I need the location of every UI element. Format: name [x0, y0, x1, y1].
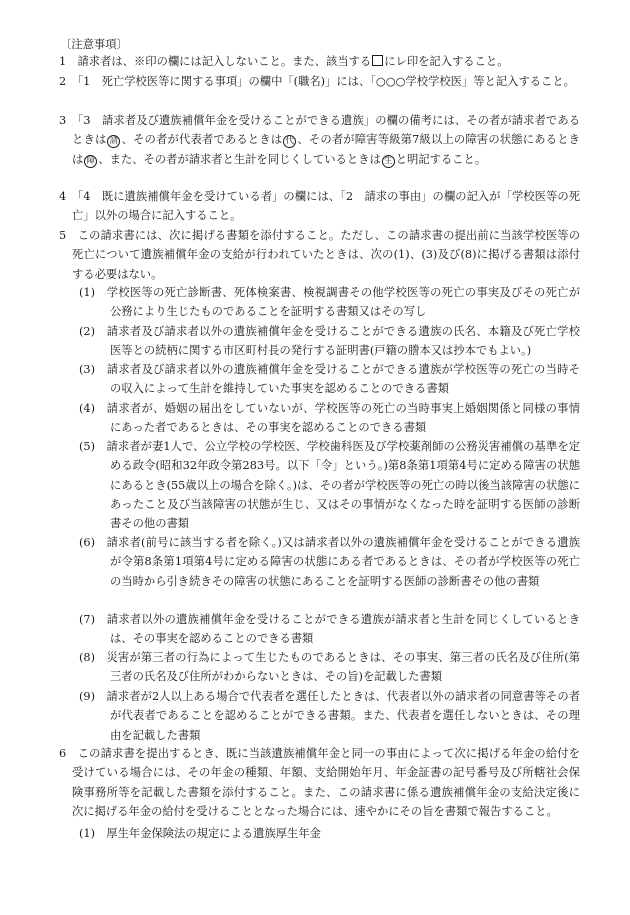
note-1-text-b: にレ印を記入すること。	[384, 55, 509, 68]
note-5-item: (8) 災害が第三者の行為によって生じたものであるときは、その事実、第三者の氏名及び住所(第三者の氏名及び住所がわからないときは、その旨)を記載した書類	[79, 651, 580, 684]
circled-mark: 生	[382, 155, 395, 168]
note-5-item: (5) 請求者が妻1人で、公立学校の学校医、学校歯科医及び学校薬剤師の公務災害補償の基準を定める政令(昭和32年政令第283号。以下「令」という。)第8条第1項第4号に定める障害の状態にあるとき(55歳以上の場合を除く。)は、その者が学校医等の死亡の時以後当該障害の状態にあったこと及び当該障害の状態が生じ、又はその事情がなくなった時を証明する医師の診断書その他の書類	[79, 440, 580, 531]
note-1	[59, 52, 580, 71]
note-5-item: (3) 請求者及び請求者以外の遺族補償年金を受けることができる遺族が学校医等の死亡の当時その収入によって生計を維持していた事実を認めることのできる書類	[79, 363, 580, 396]
note-3-text-a: 3 「3 請求者及び遺族補償年金を受けることができる遺族」の欄の備考には、その者が請求者であるときは	[59, 114, 580, 147]
circled-mark: 障	[84, 155, 97, 168]
note-3-text-b: 、その者が代表者であるときは	[121, 133, 283, 147]
note-5-item: (4) 請求者が、婚姻の届出をしていないが、学校医等の死亡の当時事実上婚姻関係と同様の事情にあった者であるときは、その事実を認めることのできる書類	[79, 402, 580, 435]
circled-mark: 請	[107, 135, 120, 148]
note-3-text-d: 、また、その者が請求者と生計を同じくしているときは	[98, 152, 381, 166]
checkbox-symbol-icon	[372, 55, 383, 66]
note-3-text-e: と明記すること。	[395, 152, 487, 166]
note-5-item: (6) 請求者(前号に該当する者を除く。)又は請求者以外の遺族補償年金を受けることができる遺族が令第8条第1項第4号に定める障害の状態にある者であるときは、その者が学校医等の死亡の当時から引き続きその障害の状態にあることを証明する医師の診断書その他の書類	[79, 536, 580, 588]
notes-heading: 〔注意事項〕	[60, 38, 128, 51]
note-5-item: (9) 請求者が2人以上ある場合で代表者を選任したときは、代表者以外の請求者の同意書等その者が代表者であることを認めることができる書類。また、代表者を選任しないときは、その理由を記載した書類	[79, 690, 580, 742]
note-5: 5 この請求書には、次に掲げる書類を添付すること。ただし、この請求書の提出前に当該学校医等の死亡について遺族補償年金の支給が行われていたときは、次の(1)、(3)及び(8)に掲げる書類は添付する必要はない。	[59, 229, 580, 281]
note-5-item: (7) 請求者以外の遺族補償年金を受けることができる遺族が請求者と生計を同じくしているときは、その事実を認めることのできる書類	[79, 613, 580, 646]
note-3	[59, 111, 580, 169]
note-5-item: (2) 請求者及び請求者以外の遺族補償年金を受けることができる遺族の氏名、本籍及び死亡学校医等との続柄に関する市区町村長の発行する証明書(戸籍の謄本又は抄本でもよい。)	[79, 325, 580, 358]
note-4: 4 「4 既に遺族補償年金を受けている者」の欄には、「2 請求の事由」の欄の記入が「学校医等の死亡」以外の場合に記入すること。	[59, 190, 580, 223]
circled-mark: 代	[283, 135, 296, 148]
note-3-text-c: 、その者が障害等級第7級以上の障害の状態にあるときは	[72, 133, 580, 166]
note-6: 6 この請求書を提出するとき、既に当該遺族補償年金と同一の事由によって次に掲げる年金の給付を受けている場合には、その年金の種類、年額、支給開始年月、年金証書の記号番号及び所轄社会保険事務所等を記載した書類を添付すること。また、この請求書に係る遺族補償年金の支給決定後に次に掲げる年金の給付を受けることとなった場合には、速やかにその旨を書類で報告すること。	[59, 747, 580, 818]
note-5-item: (1) 学校医等の死亡診断書、死体検案書、検視調書その他学校医等の死亡の事実及びその死亡が公務により生じたものであることを証明する書類又はその写し	[79, 286, 580, 319]
note-6-item: (1) 厚生年金保険法の規定による遺族厚生年金	[79, 827, 321, 840]
note-1-text-a: 1 請求者は、※印の欄には記入しないこと。また、該当する	[59, 55, 372, 68]
note-2: 2 「1 死亡学校医等に関する事項」の欄中「(職名)」には、「○○○学校学校医」等と記入すること。	[59, 75, 575, 88]
